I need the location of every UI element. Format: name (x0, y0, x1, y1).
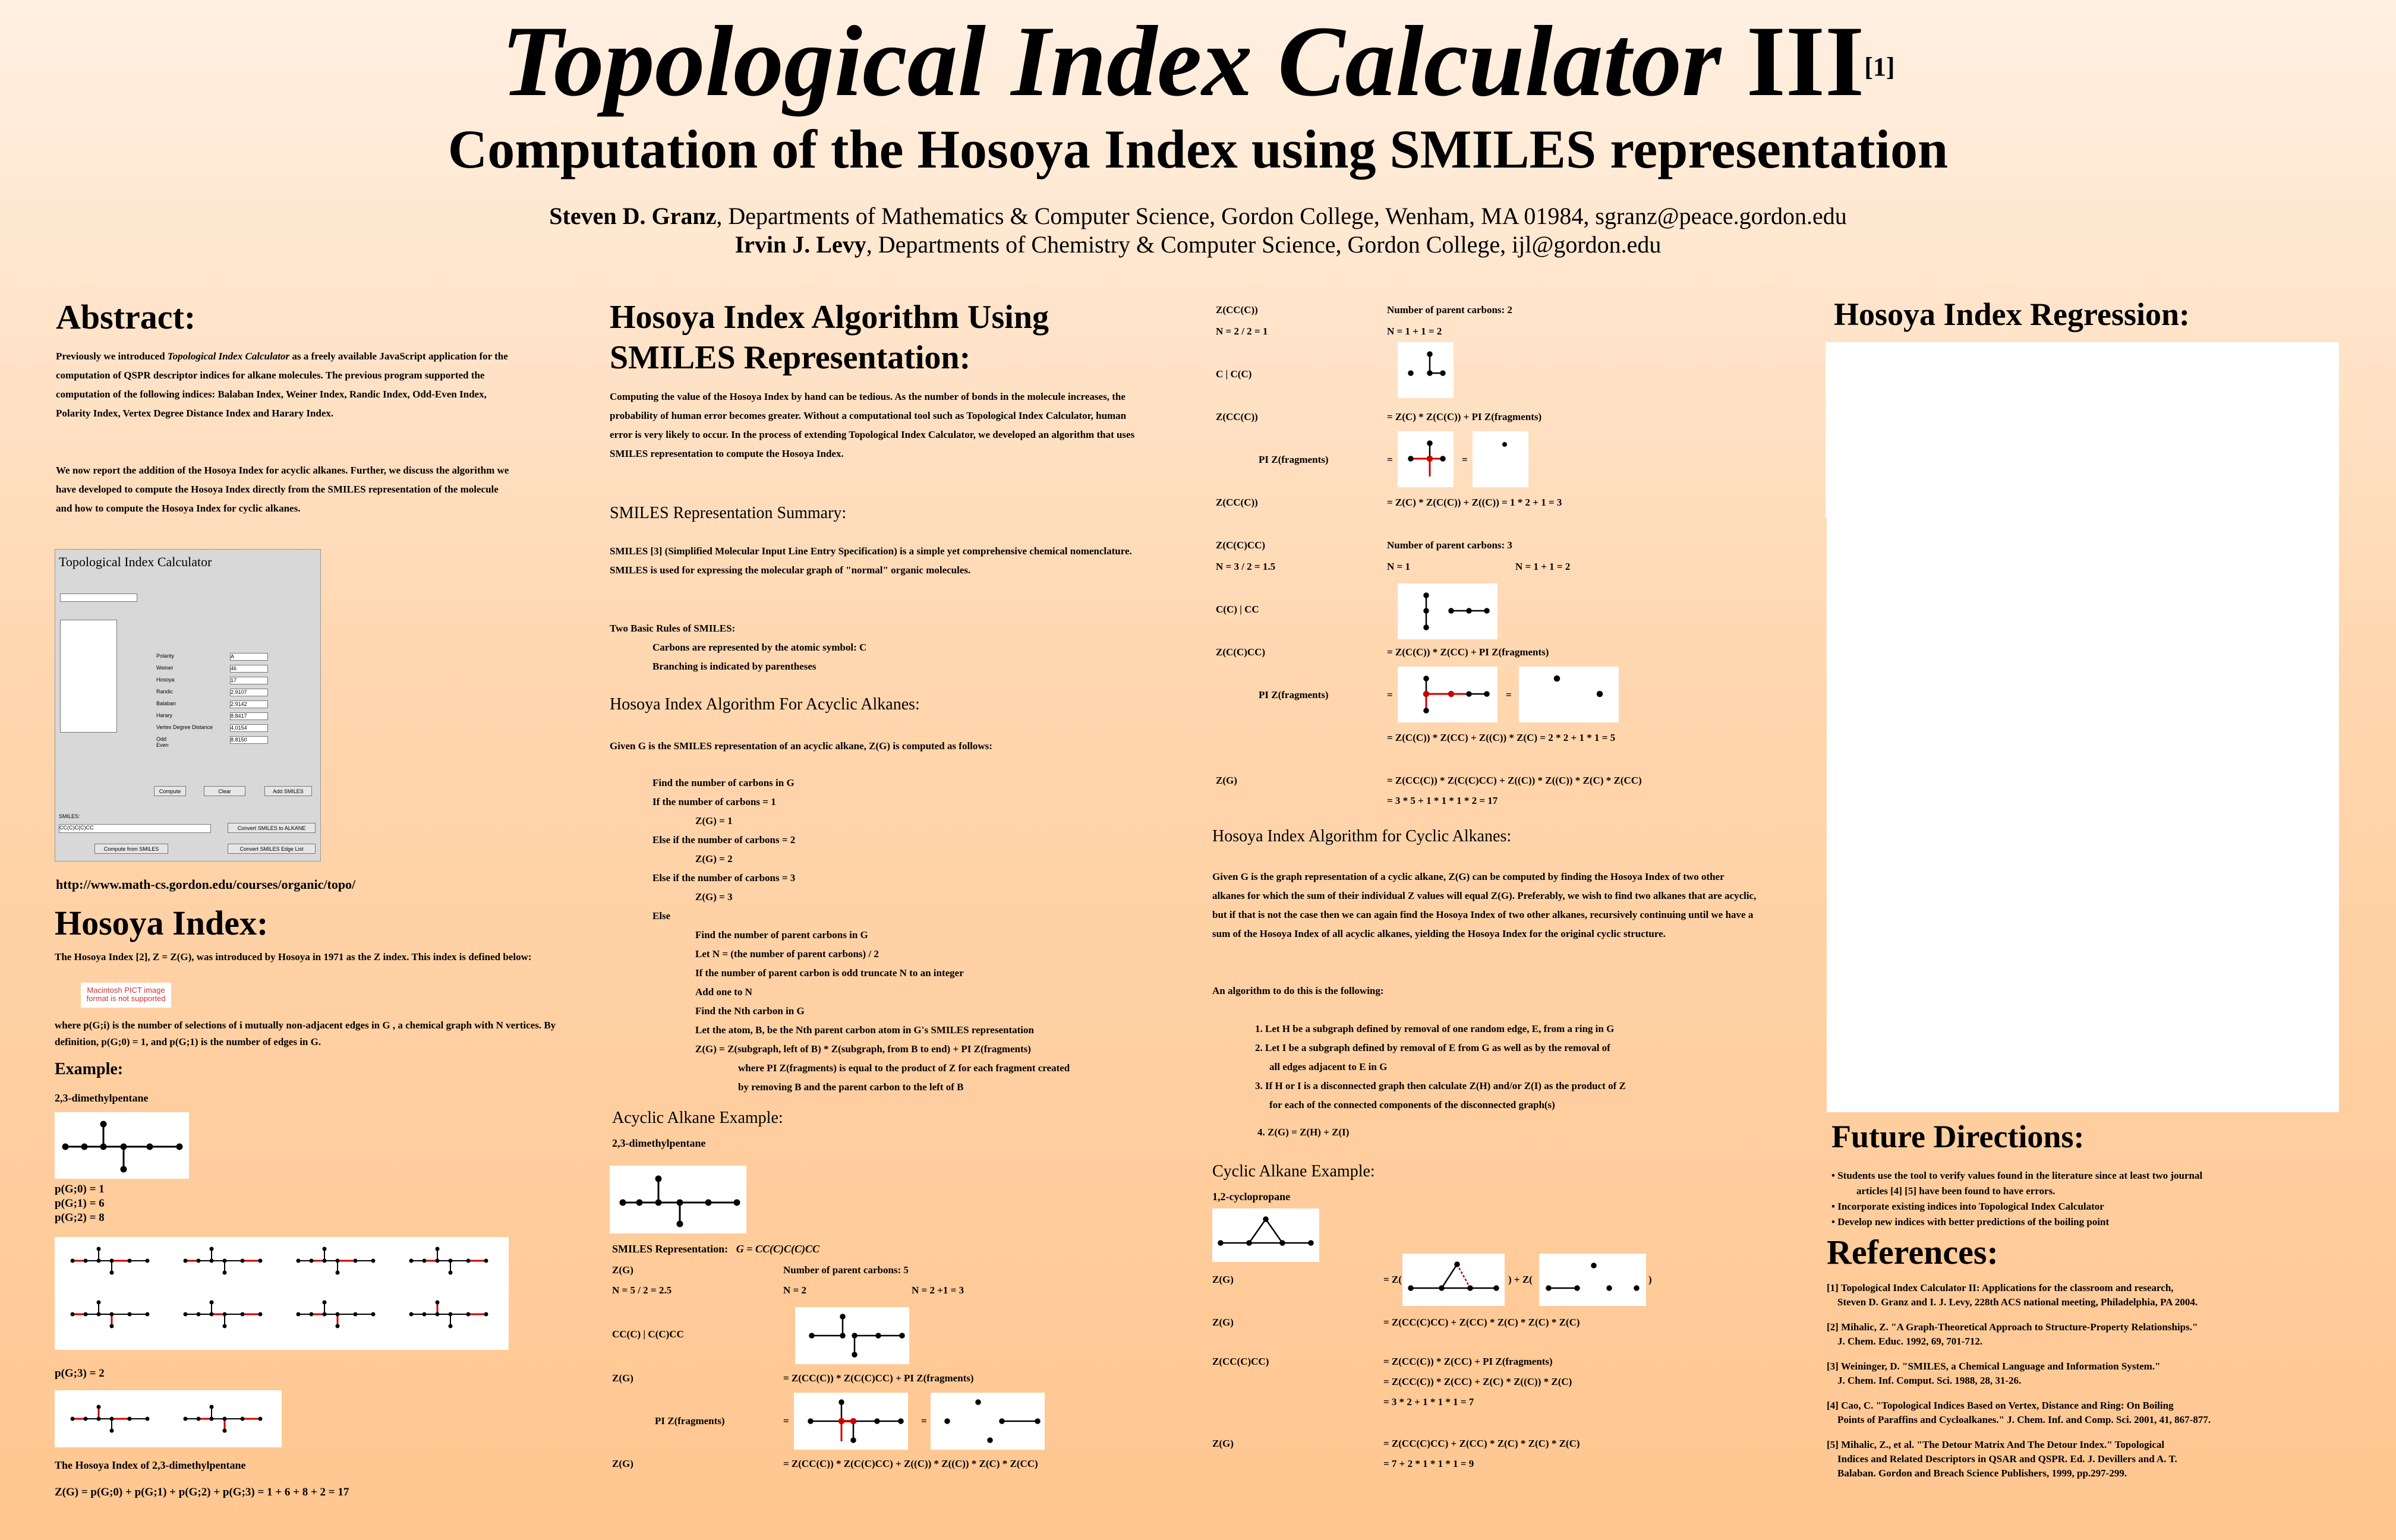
acyclic-step: Else if the number of carbons = 3 (652, 872, 796, 883)
acyclic-step: Let N = (the number of parent carbons) / 2 (695, 948, 879, 960)
c3-c-i-graph (1539, 1254, 1646, 1306)
regression-chart-area (1827, 518, 2339, 1112)
example-molecule-name: 2,3-dimethylpentane (55, 1092, 149, 1104)
c3-f-eq1: = Z(CC(C)) * Z(C(C)CC) + Z((C)) * Z((C)) * Z(C) * Z(CC) (1387, 775, 1642, 786)
hosoya-conclusion: The Hosoya Index of 2,3-dimethylpentane (55, 1459, 246, 1471)
title-italic: Topological Index Calculator (501, 5, 1722, 117)
c3-c-eq1b: ) + Z( (1508, 1274, 1533, 1285)
cyclic-step-4: 4. Z(G) = Z(H) + Z(I) (1257, 1126, 1350, 1138)
smiles-rule-1: Carbons are represented by the atomic symbol: C (652, 642, 867, 653)
acyclic-step: Find the number of carbons in G (652, 777, 795, 788)
c3-c-eq1c: ) (1648, 1274, 1652, 1285)
reference-line: Balaban. Gordon and Breach Science Publishers, 1999, pp.297-299. (1837, 1468, 2127, 1479)
reference-line: J. Chem. Inf. Comput. Sci. 1988, 28, 31-26. (1837, 1375, 2022, 1386)
acyclic-zg-label: Z(G) (612, 1264, 633, 1276)
p-g-1: p(G;1) = 6 (55, 1197, 105, 1210)
c3-b-n1: N = 3 / 2 = 1.5 (1216, 561, 1276, 572)
acyclic-step: by removing B and the parent carbon to the left of B (738, 1081, 964, 1093)
poster-subtitle: Computation of the Hosoya Index using SMILES representation (447, 119, 1949, 179)
author1-affiliation: , Departments of Mathematics & Computer Science, Gordon College, Wenham, MA 01984, sgranz@peace.gordon.edu (716, 203, 1847, 229)
acyclic-step: If the number of parent carbon is odd truncate N to an integer (695, 967, 964, 979)
acyclic-step: Let the atom, B, be the Nth parent carbon atom in G's SMILES representation (695, 1024, 1034, 1036)
p-g-2: p(G;2) = 8 (55, 1211, 105, 1224)
c3-c-z3: Z(CC(C)CC) (1212, 1356, 1269, 1367)
c3-a-eq2: = Z(C) * Z(C(C)) + Z((C)) = 1 * 2 + 1 = 3 (1387, 497, 1562, 508)
cyclic-step-2b: all edges adjacent to E in G (1269, 1061, 1388, 1072)
c3-a-split: C | C(C) (1216, 368, 1252, 380)
c3-c-eq3c: = 3 * 2 + 1 * 1 * 1 = 7 (1383, 1396, 1474, 1408)
c3-a-npc: Number of parent carbons: 2 (1387, 304, 1512, 315)
check-randic: Randic (156, 689, 174, 695)
c3-b-pi: PI Z(fragments) (1259, 689, 1329, 700)
reference-item (1827, 1399, 2362, 1427)
acyclic-step: where PI Z(fragments) is equal to the product of Z for each fragment created (738, 1062, 1070, 1074)
acyclic-step: Else if the number of carbons = 2 (652, 834, 796, 845)
screenshot-convert-alkane-button: Convert SMILES to ALKANE (228, 823, 316, 833)
value-odd-even: 8.8150 (230, 736, 268, 744)
future-directions-heading: Future Directions: (1831, 1119, 2085, 1154)
c3-a-n2: N = 1 + 1 = 2 (1387, 326, 1442, 337)
reference-line: [5] Mihalic, Z., et al. "The Detour Matrix And The Detour Index." Topological (1827, 1439, 2165, 1450)
c3-b-fragment-graph (1398, 667, 1498, 722)
check-odd-even: Odd Even (156, 736, 169, 748)
c3-b-split: C(C) | CC (1216, 604, 1259, 615)
algorithm-intro: Computing the value of the Hosoya Index by hand can be tedious. As the number of bonds in the molecule increases, the probability of human error becomes greater. Without a computational tool such as Topological Index Calculator, human error is very likely to occur. In the process of extending Topological Index Calculator, we developed an algorithm that uses SMILES representation to compute the Hosoya Index. (610, 391, 1135, 459)
acyclic-algorithm-heading: Hosoya Index Algorithm For Acyclic Alkanes: (610, 695, 920, 714)
c3-b-eq1: = Z(C(C)) * Z(CC) + PI Z(fragments) (1387, 646, 1549, 658)
reference-line: [1] Topological Index Calculator II: Applications for the classroom and research, (1827, 1282, 2174, 1293)
reference-line: [2] Mihalic, Z. "A Graph-Theoretical Approach to Structure-Property Relationships." (1827, 1321, 2198, 1333)
acyclic-split: CC(C) | C(C)CC (612, 1328, 684, 1340)
value-harary: 8.8417 (230, 712, 268, 720)
value-polarity: A (230, 653, 268, 661)
smiles-rules-heading: Two Basic Rules of SMILES: (610, 623, 736, 634)
value-vdd: 4.0154 (230, 724, 268, 732)
future-item-3: • Develop new indices with better predictions of the boiling point (1831, 1216, 2110, 1227)
acyclic-example-name: 2,3-dimethylpentane (612, 1137, 706, 1149)
cyclic-example-heading: Cyclic Alkane Example: (1212, 1162, 1375, 1181)
c3-c-eq2: = Z(CC(C)CC) + Z(CC) * Z(C) * Z(C) * Z(C) (1383, 1317, 1580, 1328)
acyclic-eq-sign-1: = (783, 1415, 789, 1427)
c3-b-eq-sign-1: = (1387, 689, 1393, 700)
smiles-summary-heading: SMILES Representation Summary: (610, 504, 847, 522)
c3-a-n1: N = 2 / 2 = 1 (1216, 326, 1268, 337)
calculator-screenshot (55, 549, 321, 861)
acyclic-eq-sign-2: = (921, 1415, 927, 1427)
acyclic-split-graph (795, 1307, 909, 1364)
c3-c-h-graph (1402, 1254, 1505, 1306)
c3-a-eq1: = Z(C) * Z(C(C)) + PI Z(fragments) (1387, 411, 1542, 422)
abstract-paragraph-2: We now report the addition of the Hosoya Index for acyclic alkanes. Further, we discuss the algorithm we have developed to compute the Hosoya Index directly from the SMILES representation of the molecule and how to compute the Hosoya Index for cyclic alkanes. (56, 465, 509, 514)
value-hosoya: 17 (230, 677, 268, 684)
acyclic-step: Find the Nth carbon in G (695, 1005, 805, 1017)
c3-c-eq3a: = Z(CC(C)) * Z(CC) + PI Z(fragments) (1383, 1356, 1553, 1367)
c3-a-eq-sign-2: = (1462, 454, 1468, 465)
acyclic-zg-2: Z(G) (612, 1372, 633, 1384)
cyclic-example-name: 1,2-cyclopropane (1212, 1191, 1291, 1203)
cyclic-algorithm-heading: Hosoya Index Algorithm for Cyclic Alkanes: (1212, 827, 1512, 845)
author2-affiliation: , Departments of Chemistry & Computer Science, Gordon College, ijl@gordon.edu (866, 231, 1662, 258)
references-list (1827, 1281, 2362, 1491)
smiles-summary-text: SMILES [3] (Simplified Molecular Input Line Entry Specification) is a simple yet comprehensive chemical nomenclature. SMILES is used for expressing the molecular graph of "normal" organic molecules. (610, 545, 1132, 576)
c3-b-npc: Number of parent carbons: 3 (1387, 539, 1512, 551)
example-heading: Example: (55, 1060, 124, 1078)
screenshot-compute-smiles-button: Compute from SMILES (94, 844, 168, 854)
acyclic-given: Given G is the SMILES representation of an acyclic alkane, Z(G) is computed as follows: (610, 740, 992, 752)
hosoya-formula: Z(G) = p(G;0) + p(G;1) + p(G;2) + p(G;3) = 1 + 6 + 8 + 2 = 17 (55, 1486, 349, 1498)
cyclic-step-3b: for each of the connected components of the disconnected graph(s) (1269, 1099, 1555, 1110)
c3-b-eq2: = Z(C(C)) * Z(CC) + Z((C)) * Z(C) = 2 * 2 + 1 * 1 = 5 (1387, 732, 1616, 743)
reference-line: Points of Paraffins and Cycloalkanes." J. Chem. Inf. and Comp. Sci. 2001, 41, 867-877. (1837, 1414, 2211, 1425)
p-g-0: p(G;0) = 1 (55, 1183, 105, 1195)
screenshot-clear-button: Clear (204, 786, 245, 796)
cyclic-step-1: 1. Let H be a subgraph defined by removal of one random edge, E, from a ring in G (1255, 1023, 1615, 1034)
acyclic-step: Z(G) = Z(subgraph, left of B) * Z(subgraph, from B to end) + PI Z(fragments) (695, 1043, 1031, 1055)
title-ref: [1] (1864, 52, 1895, 81)
edge-selections-three (55, 1390, 282, 1447)
c3-c-z2: Z(G) (1212, 1317, 1234, 1328)
acyclic-steps (610, 774, 1180, 1097)
check-hosoya: Hosoya (156, 677, 175, 683)
c3-a-zl2: Z(CC(C)) (1216, 497, 1258, 508)
check-polarity: Polarity (156, 653, 175, 659)
future-item-1: • Students use the tool to verify values found in the literature since at least two journal (1831, 1170, 2203, 1181)
value-randic: 2.9107 (230, 689, 268, 696)
c3-a-fragment-graph (1398, 431, 1454, 487)
c3-b-label: Z(C(C)CC) (1216, 539, 1266, 551)
c3-c-eq4a: = Z(CC(C)CC) + Z(CC) * Z(C) * Z(C) * Z(C) (1383, 1438, 1580, 1449)
pict-placeholder: Macintosh PICT image format is not supported (81, 983, 171, 1008)
screenshot-convert-edge-button: Convert SMILES Edge List (228, 844, 316, 854)
c3-b-fragment-result (1519, 667, 1619, 722)
screenshot-dropdown (60, 594, 137, 602)
author-line-2 (0, 231, 2396, 259)
acyclic-step: If the number of carbons = 1 (652, 796, 776, 807)
c3-f-eq2: = 3 * 5 + 1 * 1 * 1 * 2 = 17 (1387, 795, 1498, 806)
screenshot-smiles-input: CC(C)C(C)CC (59, 824, 211, 833)
regression-plot-area (1826, 342, 2339, 518)
screenshot-list (60, 620, 117, 733)
acyclic-fragments-result (931, 1393, 1045, 1450)
reference-line: J. Chem. Educ. 1992, 69, 701-712. (1837, 1336, 1983, 1347)
reference-item (1827, 1359, 2362, 1388)
c3-b-eq-sign-2: = (1506, 689, 1512, 700)
cyclic-step-3: 3. If H or I is a disconnected graph then calculate Z(H) and/or Z(I) as the product of Z (1255, 1080, 1626, 1091)
c3-c-z4: Z(G) (1212, 1438, 1234, 1449)
smiles-rule-2: Branching is indicated by parentheses (652, 661, 816, 672)
c3-b-split-graph (1398, 583, 1498, 639)
value-balaban: 2.9142 (230, 700, 268, 708)
cyclic-example-graph (1212, 1208, 1319, 1262)
project-url[interactable]: http://www.math-cs.gordon.edu/courses/organic/topo/ (56, 877, 356, 892)
c3-c-eq3b: = Z(CC(C)) * Z(CC) + Z(C) * Z((C)) * Z(C) (1383, 1376, 1572, 1387)
title-roman: III (1746, 5, 1865, 117)
abstract-paragraph-1: Previously we introduced Topological Index Calculator as a freely available JavaScript application for the computation of QSPR descriptor indices for alkane molecules. The previous program supported the computation of the following indices: Balaban Index, Weiner Index, Randic Index, Odd-Even Index, Polarity Index, Vertex Degree Distance Index and Harary Index. (56, 351, 508, 419)
check-harary: Harary (156, 712, 173, 718)
acyclic-example-graph (610, 1166, 746, 1233)
c3-c-z1: Z(G) (1212, 1274, 1234, 1285)
c3-b-zl: Z(C(C)CC) (1216, 646, 1266, 658)
acyclic-step: Add one to N (695, 986, 752, 998)
acyclic-n-b: N = 2 (783, 1285, 806, 1296)
reference-item (1827, 1320, 2362, 1349)
screenshot-smiles-label: SMILES: (59, 813, 80, 819)
regression-heading: Hosoya Index Regression: (1834, 296, 2190, 332)
hosoya-index-definition: The Hosoya Index [2], Z = Z(G), was introduced by Hosoya in 1971 as the Z index. This index is defined below: (55, 951, 532, 962)
acyclic-step: Else (652, 910, 671, 922)
c3-b-n3: N = 1 + 1 = 2 (1515, 561, 1571, 572)
author1-name: Steven D. Granz (549, 203, 717, 229)
future-item-1b: articles [4] [5] have been found to have errors. (1856, 1185, 2055, 1197)
c3-a-split-graph (1398, 342, 1454, 398)
c3-c-eq1a: = Z( (1383, 1274, 1402, 1285)
molecule-graph-example (55, 1112, 189, 1179)
hosoya-index-explanation: where p(G;i) is the number of selections of i mutually non-adjacent edges in G , a chemical graph with N vertices. By definition, p(G;0) = 1, and p(G;1) is the number of edges in G. (55, 1020, 556, 1047)
hosoya-index-heading: Hosoya Index: (55, 904, 269, 942)
c3-f-zl: Z(G) (1216, 775, 1237, 786)
acyclic-step: Z(G) = 3 (695, 891, 733, 902)
acyclic-pi-label: PI Z(fragments) (655, 1415, 725, 1427)
acyclic-eq2: = Z(CC(C)) * Z(C(C)CC) + Z((C)) * Z((C)) * Z(C) * Z(CC) (783, 1458, 1038, 1469)
smiles-rep: SMILES Representation: G = CC(C)C(C)CC (612, 1243, 819, 1255)
screenshot-add-smiles-button: Add SMILES (264, 786, 312, 796)
future-item-2: • Incorporate existing indices into Topological Index Calculator (1831, 1201, 2104, 1212)
edge-selections-grid (55, 1237, 509, 1350)
acyclic-step: Z(G) = 2 (695, 853, 733, 864)
screenshot-title: Topological Index Calculator (59, 554, 212, 569)
author2-name: Irvin J. Levy (734, 231, 866, 258)
c3-a-fragment-result (1473, 431, 1528, 487)
value-weiner: 46 (230, 665, 268, 673)
acyclic-npc: Number of parent carbons: 5 (783, 1264, 909, 1276)
reference-line: Indices and Related Descriptors in QSAR and QSPR. Ed. J. Devillers and A. T. (1837, 1453, 2177, 1465)
screenshot-compute-button: Compute (154, 786, 186, 796)
reference-line: Steven D. Granz and I. J. Levy, 228th ACS national meeting, Philadelphia, PA 2004. (1837, 1296, 2198, 1308)
references-heading: References: (1827, 1233, 1998, 1271)
check-balaban: Balaban (156, 700, 176, 706)
check-vdd: Vertex Degree Distance (156, 724, 213, 730)
poster-title (0, 5, 2396, 118)
c3-a-label: Z(CC(C)) (1216, 304, 1258, 315)
acyclic-n-c: N = 2 +1 = 3 (912, 1285, 964, 1296)
p-g-3: p(G;3) = 2 (55, 1367, 105, 1380)
c3-b-n2: N = 1 (1387, 561, 1410, 572)
reference-item (1827, 1438, 2362, 1481)
reference-line: [3] Weininger, D. "SMILES, a Chemical Language and Information System." (1827, 1361, 2161, 1372)
c3-a-zl: Z(CC(C)) (1216, 411, 1258, 422)
c3-c-eq4b: = 7 + 2 * 1 * 1 * 1 = 9 (1383, 1458, 1474, 1469)
reference-item (1827, 1281, 2362, 1309)
acyclic-example-heading: Acyclic Alkane Example: (612, 1109, 783, 1127)
acyclic-step: Find the number of parent carbons in G (695, 929, 868, 941)
cyclic-step-2: 2. Let I be a subgraph defined by removal of E from G as well as by the removal of (1255, 1042, 1610, 1053)
acyclic-zg-3: Z(G) (612, 1458, 633, 1469)
acyclic-eq1: = Z(CC(C)) * Z(C(C)CC) + PI Z(fragments) (783, 1372, 974, 1384)
cyclic-algorithm-intro: An algorithm to do this is the following: (1212, 985, 1384, 996)
cyclic-algorithm-text: Given G is the graph representation of a cyclic alkane, Z(G) can be computed by finding the Hosoya Index of two other alkanes for which the sum of their individual Z values will equal Z(G). Preferably, we wish to find two alkanes that are acyclic, but if that is not the case then we can again find the Hosoya Index of two other alkanes, recursively continuing until we have a sum of the Hosoya Index of all acyclic alkanes, yielding the Hosoya Index for the original cyclic structure. (1212, 871, 1757, 939)
c3-a-eq-sign-1: = (1387, 454, 1393, 465)
check-weiner: Weiner (156, 665, 174, 671)
author-line-1 (0, 202, 2396, 231)
c3-a-pi: PI Z(fragments) (1259, 454, 1329, 465)
abstract-heading: Abstract: (56, 298, 196, 336)
reference-line: [4] Cao, C. "Topological Indices Based on Vertex, Distance and Ring: On Boiling (1827, 1400, 2174, 1411)
acyclic-fragments-graph (794, 1393, 908, 1450)
algorithm-heading: Hosoya Index Algorithm Using SMILES Representation: (610, 299, 1049, 376)
acyclic-step: Z(G) = 1 (695, 815, 733, 826)
acyclic-n-a: N = 5 / 2 = 2.5 (612, 1285, 672, 1296)
